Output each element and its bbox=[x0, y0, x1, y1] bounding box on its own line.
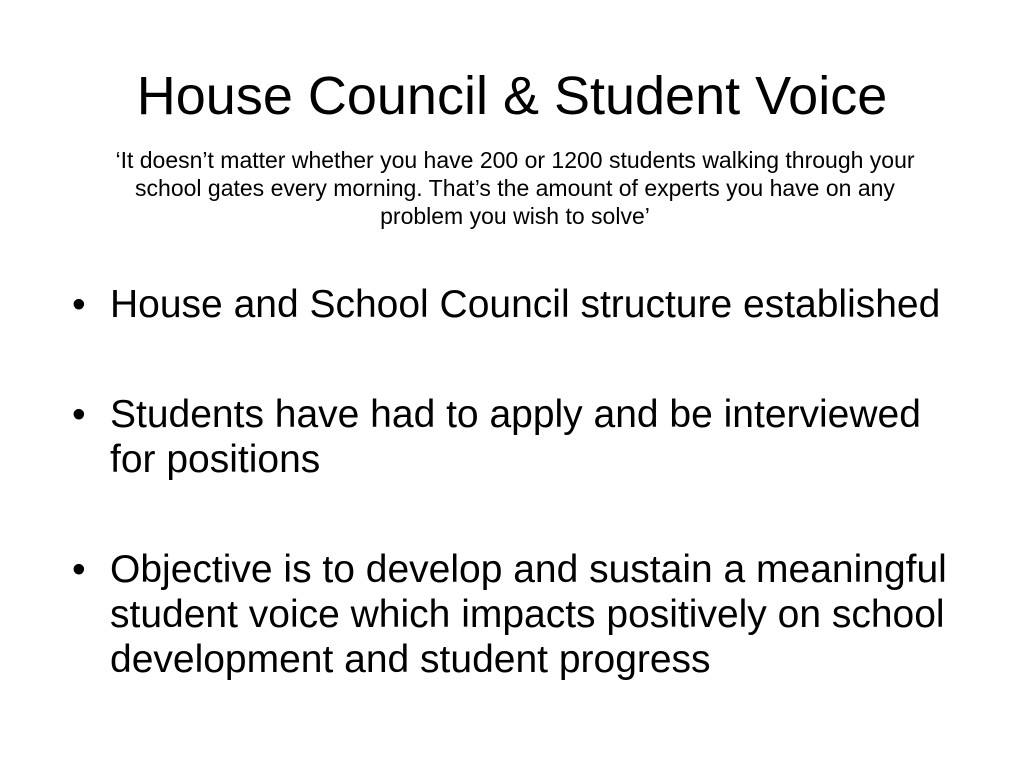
bullet-item bbox=[68, 282, 968, 327]
slide-title: House Council & Student Voice bbox=[136, 66, 888, 126]
bullet-text: Students have had to apply and be interviewed for positions bbox=[110, 393, 921, 481]
bullet-item bbox=[68, 547, 968, 682]
bullet-dot-icon: • bbox=[72, 393, 86, 436]
bullet-dot-icon: • bbox=[72, 548, 86, 591]
bullet-item bbox=[68, 392, 968, 482]
bullet-text: House and School Council structure established bbox=[110, 283, 941, 326]
bullet-list bbox=[68, 282, 968, 747]
quote-text: ‘It doesn’t matter whether you have 200 or 1200 students walking through your school gates every morning. That’s the amount of experts you have on any problem you wish to solve’ bbox=[115, 147, 915, 229]
bullet-text: Objective is to develop and sustain a meaningful student voice which impacts positively on school development and student progress bbox=[110, 548, 947, 681]
bullet-dot-icon: • bbox=[72, 283, 86, 326]
